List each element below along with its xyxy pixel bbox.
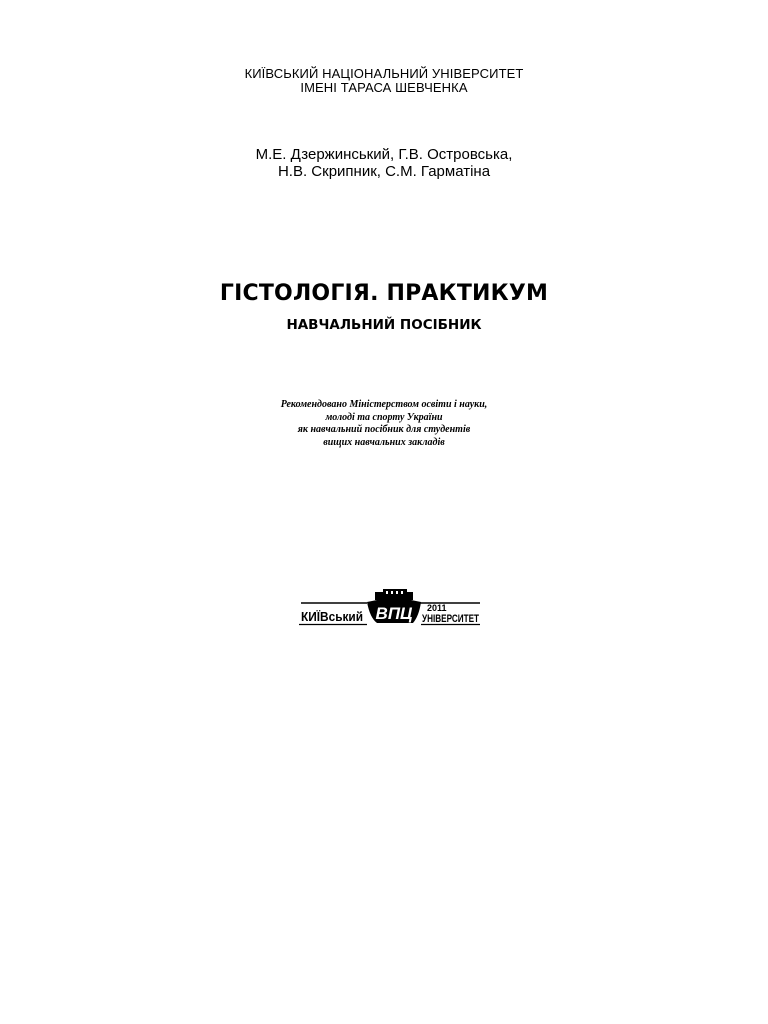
publisher-logo — [297, 586, 483, 630]
university-name-line-1: КИЇВСЬКИЙ НАЦІОНАЛЬНИЙ УНІВЕРСИТЕТ — [244, 66, 524, 81]
university-name-line-2: ІМЕНІ ТАРАСА ШЕВЧЕНКА — [300, 80, 468, 95]
university-name — [0, 67, 768, 95]
book-subtitle: НАВЧАЛЬНИЙ ПОСІБНИК — [286, 317, 482, 333]
authors-line-2: Н.В. Скрипник, С.М. Гарматіна — [277, 163, 491, 180]
recommendation-line-4: вищих навчальних закладів — [323, 436, 445, 448]
recommendation-line-2: молоді та спорту України — [325, 411, 443, 423]
authors-line-1: М.Е. Дзержинський, Г.В. Островська, — [255, 146, 513, 163]
recommendation-line-1: Рекомендовано Міністерством освіти і науки, — [280, 399, 488, 410]
logo-left-text: КИЇВський — [301, 609, 364, 624]
authors — [0, 146, 768, 180]
recommendation-line-3: як навчальний посібник для студентів — [297, 424, 471, 435]
recommendation-note — [0, 399, 768, 449]
logo-right-text: УНІВЕРСИТЕТ — [422, 613, 480, 625]
logo-year: 2011 — [427, 603, 447, 613]
logo-center-text: ВПЦ — [375, 604, 413, 623]
book-title: ГІСТОЛОГІЯ. ПРАКТИКУМ — [219, 281, 549, 306]
